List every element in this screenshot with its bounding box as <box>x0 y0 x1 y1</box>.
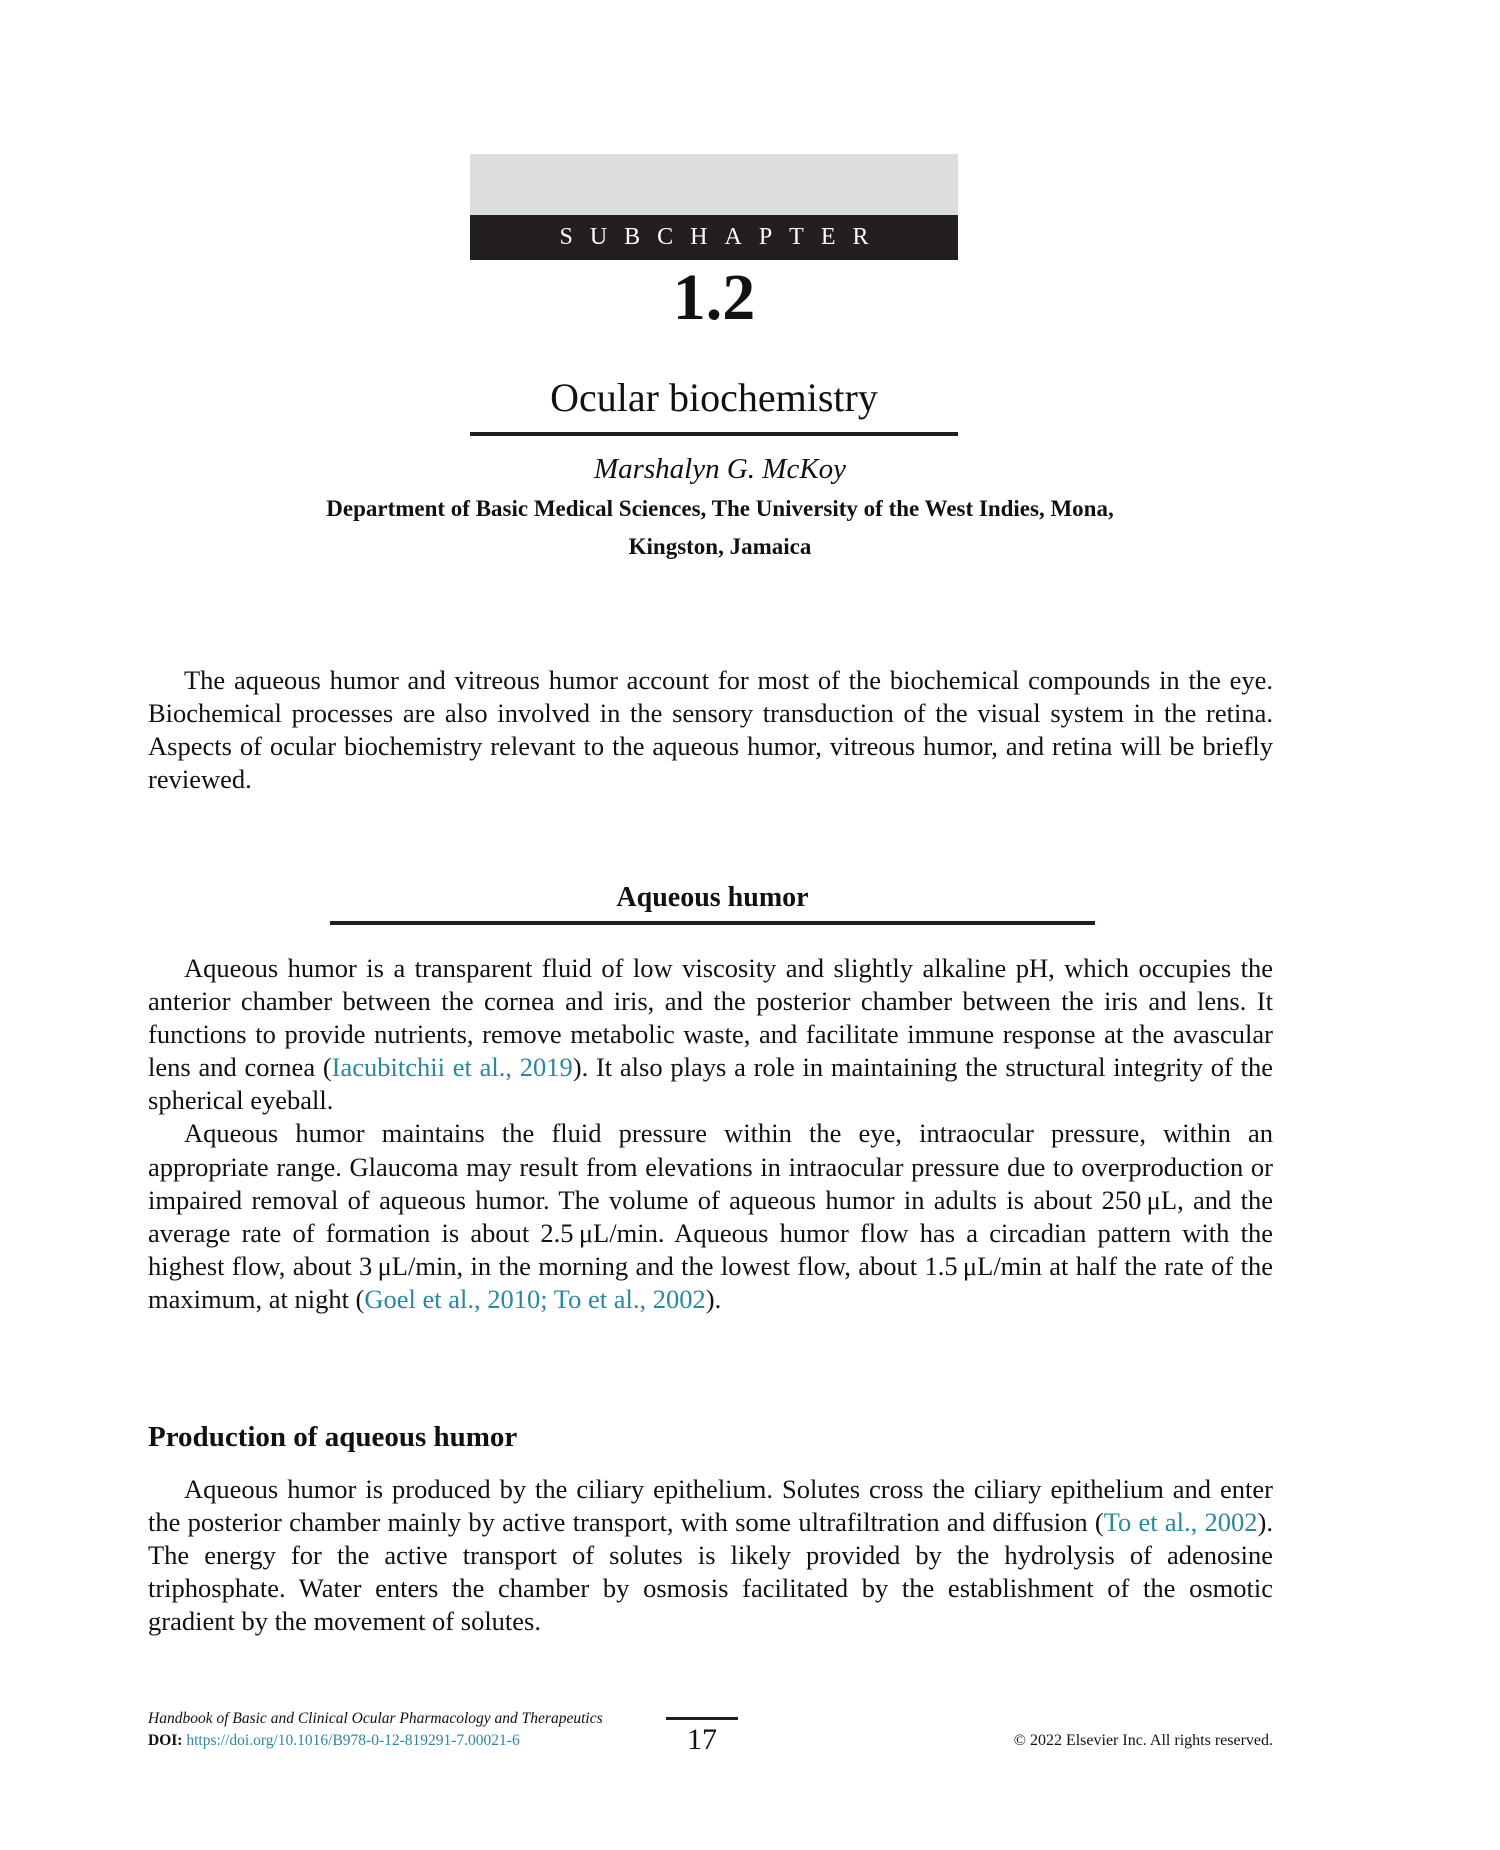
doi-link[interactable]: https://doi.org/10.1016/B978-0-12-819291-7.00021-6 <box>186 1732 520 1749</box>
book-title: Handbook of Basic and Clinical Ocular Pharmacology and Therapeutics <box>148 1710 603 1727</box>
affiliation-line-2: Kingston, Jamaica <box>628 534 812 559</box>
aqueous-humor-body <box>148 952 1273 1316</box>
copyright-notice: © 2022 Elsevier Inc. All rights reserved. <box>1013 1732 1273 1749</box>
section-divider <box>330 921 1095 925</box>
title-divider <box>470 432 958 436</box>
intro-text: The aqueous humor and vitreous humor account for most of the biochemical compounds in the eye. Biochemical processes are also involved in the sensory transduction of the visual system in the retina. Aspects of ocular biochemistry relevant to the aqueous humor, vitreous humor, and retina will be briefly reviewed. <box>148 665 1273 795</box>
production-body <box>148 1473 1273 1638</box>
text-run: ). <box>705 1283 722 1314</box>
paragraph <box>148 1117 1273 1316</box>
paragraph <box>148 1473 1273 1638</box>
citation-link[interactable]: To et al., 2002 <box>1103 1507 1258 1538</box>
page-title: Ocular biochemistry <box>550 375 878 420</box>
citation-link[interactable]: Goel et al., 2010; To et al., 2002 <box>364 1283 706 1314</box>
subsection-heading-production: Production of aqueous humor <box>148 1421 518 1453</box>
section-heading-aqueous-humor: Aqueous humor <box>616 882 809 913</box>
intro-paragraph <box>148 664 1273 796</box>
footer-citation <box>148 1708 603 1752</box>
subchapter-number: 1.2 <box>672 261 756 334</box>
text-run: ). It also plays a role in maintaining the structural integrity of the spherical eyeball. <box>148 1052 1273 1116</box>
doi-label: DOI: <box>148 1732 183 1749</box>
subchapter-banner-top <box>470 154 958 215</box>
text-run: ). The energy for the active transport of solutes is likely provided by the hydrolysis of adenosine triphosphate. Water enters the chamber by osmosis facilitated by the establishment of the osmotic gradient by the movement of solutes. <box>148 1507 1273 1637</box>
author-name: Marshalyn G. McKoy <box>593 453 847 485</box>
text-run: Aqueous humor maintains the fluid pressure within the eye, intraocular pressure, within an appropriate range. Glaucoma may result from elevations in intraocular pressure due to overproduction or impaired removal of aqueous humor. The volume of aqueous humor in adults is about 250 μL, and the average rate of formation is about 2.5 μL/min. Aqueous humor flow has a circadian pattern with the highest flow, about 3 μL/min, in the morning and the lowest flow, about 1.5 μL/min at half the rate of the maximum, at night ( <box>148 1118 1273 1314</box>
page-number-rule <box>666 1717 738 1720</box>
author-affiliation <box>160 490 1280 566</box>
paragraph <box>148 952 1273 1117</box>
text-run: Aqueous humor is produced by the ciliary epithelium. Solutes cross the ciliary epithelium and enter the posterior chamber mainly by active transport, with some ultrafiltration and diffusion ( <box>148 1474 1273 1538</box>
citation-link[interactable]: Iacubitchii et al., 2019 <box>331 1052 573 1083</box>
text-run: Aqueous humor is a transparent fluid of low viscosity and slightly alkaline pH, which occupies the anterior chamber between the cornea and iris, and the posterior chamber between the iris and lens. It functions to provide nutrients, remove metabolic waste, and facilitate immune response at the avascular lens and cornea ( <box>148 953 1273 1083</box>
affiliation-line-1: Department of Basic Medical Sciences, The University of the West Indies, Mona, <box>326 496 1114 521</box>
subchapter-label: SUBCHAPTER <box>470 215 958 260</box>
page-number: 17 <box>687 1723 717 1756</box>
